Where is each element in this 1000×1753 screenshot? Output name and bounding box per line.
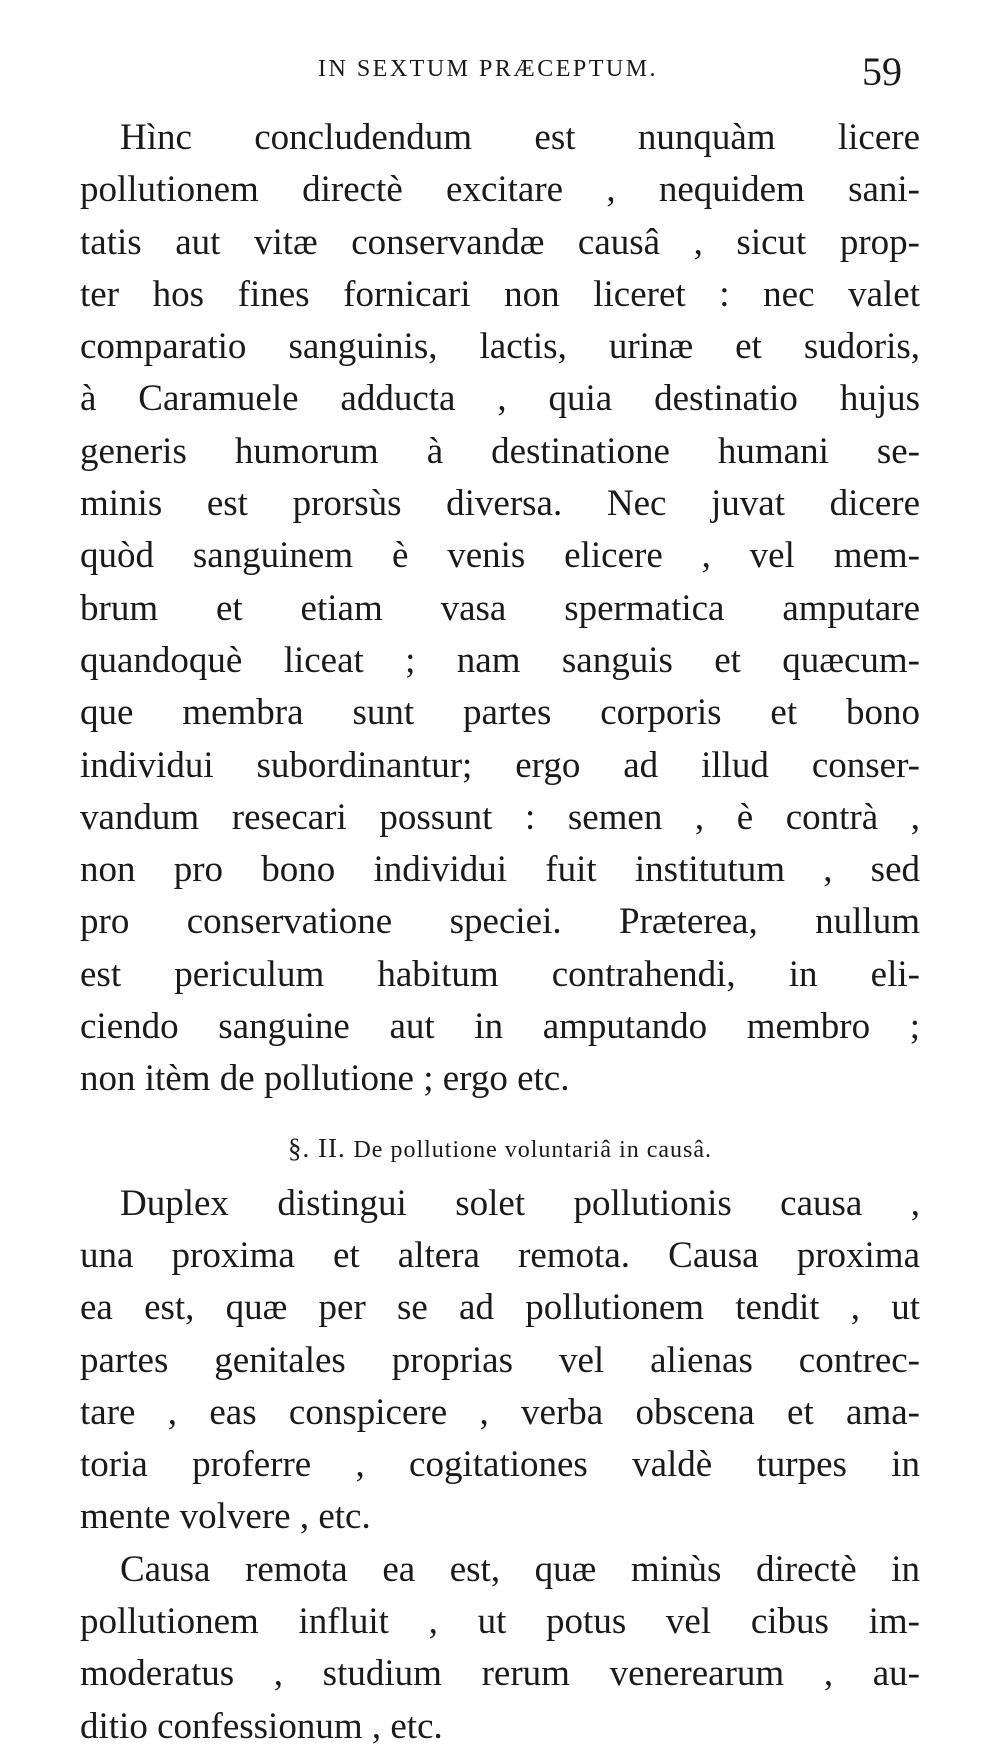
text-line: comparatio sanguinis, lactis, urinæ et sudoris,: [80, 326, 920, 368]
paragraph-3: [80, 1544, 920, 1753]
text-line: ciendo sanguine aut in amputando membro ;: [80, 1006, 920, 1048]
text-line: Duplex distingui solet pollutionis causa ,: [120, 1182, 920, 1224]
text-line: pollutionem directè excitare , nequidem sani-: [80, 169, 920, 211]
text-line: tare , eas conspicere , verba obscena et ama-: [80, 1391, 920, 1433]
text-line: Hìnc concludendum est nunquàm licere: [120, 117, 920, 158]
text-line: partes genitales proprias vel alienas contrec-: [80, 1339, 920, 1381]
text-line: ditio confessionum , etc.: [80, 1705, 443, 1747]
text-line: individui subordinantur; ergo ad illud conser-: [80, 744, 920, 786]
text-line: pollutionem influit , ut potus vel cibus im-: [80, 1601, 920, 1643]
text-line: generis humorum à destinatione humani se-: [80, 430, 920, 472]
text-line: minis est prorsùs diversa. Nec juvat dicere: [80, 483, 920, 525]
section-heading: [80, 1106, 920, 1178]
running-head: [0, 48, 1000, 98]
text-line: est periculum habitum contrahendi, in eli-: [80, 953, 920, 995]
text-line: quòd sanguinem è venis elicere , vel mem-: [80, 535, 920, 577]
paragraph-1: [80, 112, 920, 1106]
section-number: §. II.: [287, 1132, 346, 1163]
text-line: vandum resecari possunt : semen , è contrà ,: [80, 796, 920, 838]
text-line: tatis aut vitæ conservandæ causâ , sicut prop-: [80, 221, 920, 263]
text-line: pro conservatione speciei. Præterea, nullum: [80, 901, 920, 943]
text-line: brum et etiam vasa spermatica amputare: [80, 587, 920, 629]
text-line: toria proferre , cogitationes valdè turpes in: [80, 1444, 920, 1486]
section-title: De pollutione voluntariâ in causâ.: [353, 1136, 713, 1163]
running-title: IN SEXTUM PRÆCEPTUM.: [318, 56, 659, 82]
text-line: mente volvere , etc.: [80, 1496, 371, 1538]
text-line: que membra sunt partes corporis et bono: [80, 692, 920, 734]
text-line: ea est, quæ per se ad pollutionem tendit , ut: [80, 1287, 920, 1329]
text-line: Causa remota ea est, quæ minùs directè in: [120, 1548, 920, 1590]
page-number: 59: [862, 49, 902, 94]
text-line: una proxima et altera remota. Causa proxima: [80, 1234, 920, 1276]
text-line: ter hos fines fornicari non liceret : nec valet: [80, 273, 920, 315]
paragraph-2: [80, 1178, 920, 1544]
body-text: [80, 112, 920, 1753]
text-line: à Caramuele adducta , quia destinatio hujus: [80, 378, 920, 420]
text-line: quandoquè liceat ; nam sanguis et quæcum-: [80, 639, 920, 681]
text-line: non pro bono individui fuit institutum , sed: [80, 849, 920, 891]
text-line: non itèm de pollutione ; ergo etc.: [80, 1058, 570, 1100]
text-line: moderatus , studium rerum venerearum , au-: [80, 1653, 920, 1695]
